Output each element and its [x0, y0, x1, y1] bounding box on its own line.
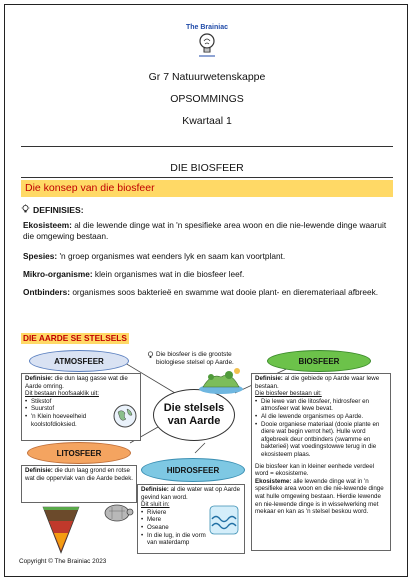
center-title-line: van Aarde — [167, 415, 221, 427]
hidrosfeer-definition — [141, 486, 241, 501]
page — [4, 4, 408, 577]
list-item: • Riviere — [141, 509, 211, 517]
biosphere-note-text: Die biosfeer is die grootste biologiese stelsel op Aarde. — [156, 351, 234, 366]
definition-text: alle lewende dinge wat in 'n spesifieke area woon en die nie-lewende dinge wat hulle omgewing bestaan. Hierdie lewende en nie-lewende dinge is in wisselwerking met mekaar en kan as 'n stelsel beskou word. — [255, 477, 384, 516]
definition-text: al die lewende dinge wat in 'n spesifieke area woon en die nie-lewende dinge waaruit die omgewing bestaan. — [23, 220, 387, 241]
earth-layers-icon — [41, 505, 81, 560]
list-item: • Stikstof — [25, 398, 103, 406]
biosfeer-label: BIOSFEER — [298, 356, 340, 366]
section-banner — [21, 180, 393, 197]
atmosfeer-sub — [25, 390, 137, 398]
definition-item — [23, 269, 395, 280]
list-item: • In die lug, in die vorm van waterdamp — [141, 532, 211, 547]
section-banner-text: Die konsep van die biosfeer — [25, 182, 155, 194]
definition-item — [23, 287, 395, 298]
definition-text: die dun laag grond en rotse wat die oppervlak van die Aarde bedek. — [25, 467, 134, 482]
litosfeer-oval — [27, 442, 131, 464]
section-title: DIE BIOSFEER — [170, 162, 244, 174]
definition-text: 'n groep organismes wat eenders lyk en saam kan voortplant. — [57, 251, 286, 261]
list-item: • Mere — [141, 516, 211, 524]
biosfeer-list — [255, 398, 387, 459]
list-item: • Oseane — [141, 524, 211, 532]
diagram-heading: DIE AARDE SE STELSELS — [23, 333, 127, 343]
hidrosfeer-label: HIDROSFEER — [166, 465, 220, 475]
brand-name: The Brainiac — [185, 24, 228, 31]
list-item: • Suurstof — [25, 405, 103, 413]
water-wave-icon — [209, 505, 239, 540]
divider — [21, 177, 393, 178]
divider — [21, 146, 393, 147]
sub-heading: Dit bestaan hoofsaaklik uit: — [25, 390, 99, 398]
center-cloud-text — [164, 402, 225, 428]
definition-term: Definisie: — [255, 375, 283, 382]
ekosisteme-definition — [255, 478, 387, 516]
definition-term: Ekosisteem: — [23, 220, 72, 230]
litosfeer-box — [21, 465, 137, 503]
atmosfeer-oval — [29, 350, 129, 372]
definition-term: Ekosisteme: — [255, 477, 292, 485]
atmosfeer-label: ATMOSFEER — [54, 356, 104, 366]
subject-title: Gr 7 Natuurwetenskappe — [148, 71, 266, 83]
atmosfeer-list — [25, 398, 103, 428]
litosfeer-definition — [25, 467, 133, 482]
definition-term: Definisie: — [25, 375, 53, 382]
lightbulb-icon — [147, 351, 154, 367]
definition-item — [23, 220, 395, 242]
definition-term: Definisie: — [25, 467, 53, 474]
definition-text: al die water wat op Aarde gevind kan word. — [141, 486, 241, 501]
lightbulb-icon — [21, 204, 30, 216]
doc-title: OPSOMMINGS — [170, 93, 244, 105]
globe-icon — [112, 403, 138, 434]
definition-term: Definisie: — [141, 486, 169, 493]
definition-text: klein organismes wat in die biosfeer leef. — [92, 269, 245, 279]
hidrosfeer-oval — [141, 458, 245, 482]
litosfeer-label: LITOSFEER — [56, 448, 102, 458]
definition-term: Ontbinders: — [23, 287, 71, 297]
definition-item — [23, 251, 395, 262]
biosfeer-box — [251, 373, 391, 551]
definition-term: Mikro-organisme: — [23, 269, 93, 279]
term-title: Kwartaal 1 — [182, 115, 232, 127]
list-item: • Die lewe van die litosfeer, hidrosfeer en atmosfeer wat lewe bevat. — [255, 398, 387, 413]
list-item: • 'n Klein hoeveelheid koolstofdioksied. — [25, 413, 103, 428]
definitions-heading-text: DEFINISIES: — [33, 205, 84, 215]
biosfeer-sub — [255, 390, 387, 398]
atmosfeer-definition — [25, 375, 137, 390]
definition-text: organismes soos bakterieë en swamme wat dooie plant- en dieremateriaal afbreek. — [70, 287, 379, 297]
sub-heading: Die biosfeer bestaan uit: — [255, 390, 322, 398]
lightbulb-logo-icon — [197, 32, 217, 58]
definitions-heading — [21, 204, 84, 216]
definition-text: die dun laag gasse wat die Aarde omring. — [25, 375, 128, 390]
list-item: • Dooie organiese materiaal (dooie plante en diere wat begin verrot het). Hulle word afgebreek deur ontbinders (swamme en bakterieë) wat voedingstowwe terug in die ekosisteem plaas. — [255, 421, 387, 459]
island-illustration-icon — [197, 365, 245, 400]
hidrosfeer-list — [141, 509, 211, 547]
definition-term: Spesies: — [23, 251, 58, 261]
sub-heading: Dit sluit in: — [141, 501, 170, 509]
biosfeer-oval — [267, 350, 371, 372]
biosfeer-extra: Die biosfeer kan in kleiner eenhede verdeel word = ekosisteme. — [255, 462, 375, 478]
turtle-illustration-icon — [100, 499, 134, 528]
list-item: • Al die lewende organismes op Aarde. — [255, 413, 387, 421]
center-title-line: Die stelsels — [163, 402, 225, 414]
footer-copyright: Copyright © The Brainiac 2023 — [19, 558, 107, 565]
biosfeer-definition — [255, 375, 387, 390]
definition-text: al die gebiede op Aarde waar lewe bestaan. — [255, 375, 380, 390]
